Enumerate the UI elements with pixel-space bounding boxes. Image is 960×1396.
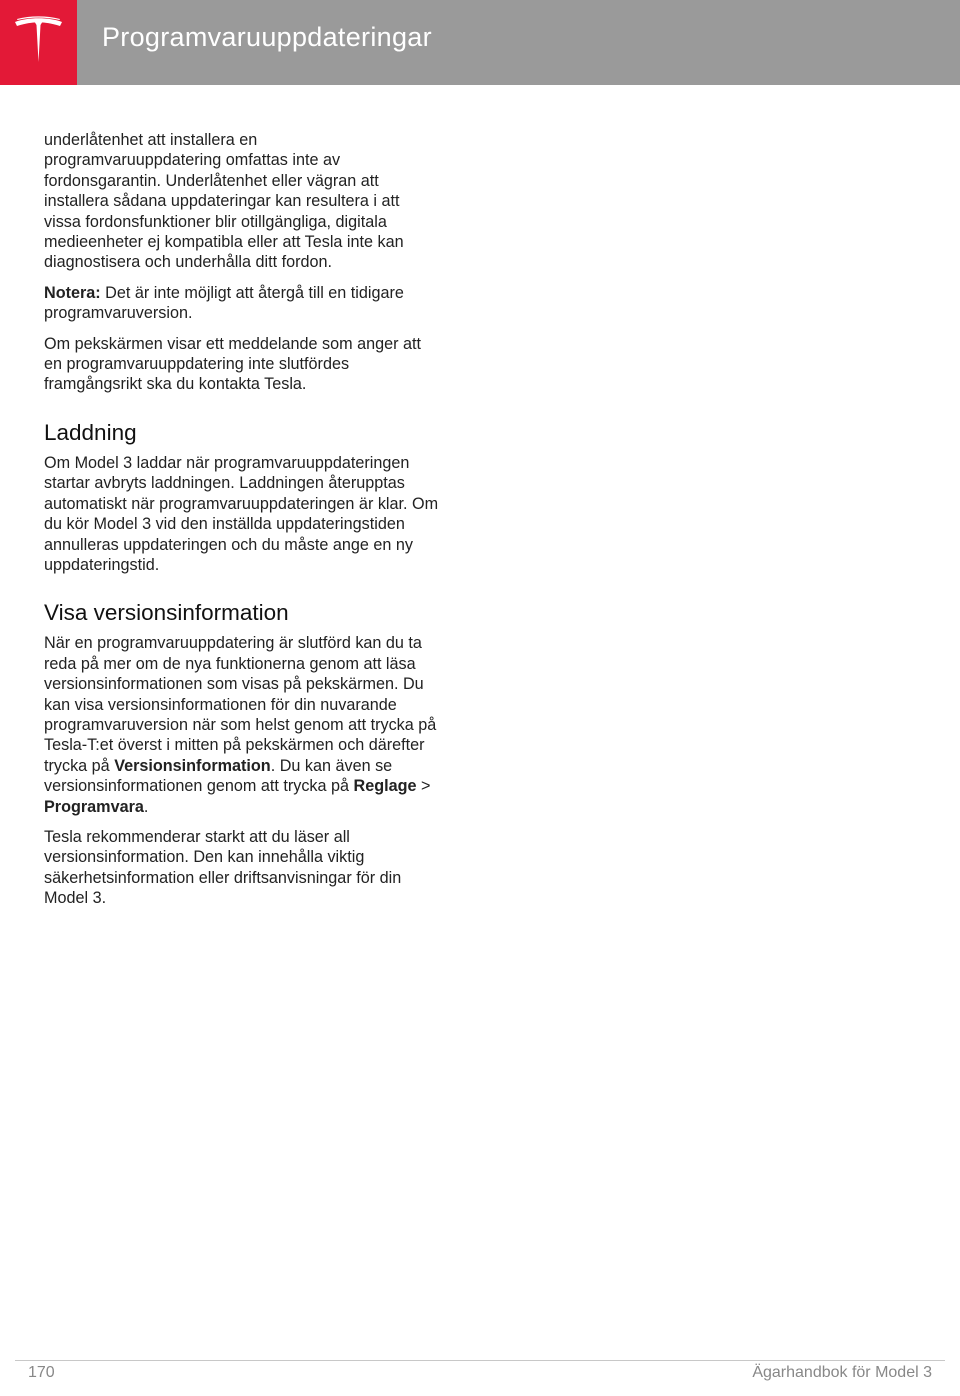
ui-term-versionsinformation: Versionsinformation: [114, 756, 271, 775]
section-heading-versionsinformation: Visa versionsinformation: [44, 600, 289, 626]
tesla-logo-icon: [11, 16, 66, 66]
note-label: Notera:: [44, 283, 101, 302]
text-span: . Du kan även se versionsinformationen genom att trycka på: [44, 756, 393, 796]
ui-term-reglage: Reglage: [353, 777, 417, 796]
paragraph: Om pekskärmen visar ett meddelande som anger att en programvaruuppdatering inte slutfördes framgångsrikt ska du kontakta Tesla.: [44, 334, 421, 394]
paragraph: Om Model 3 laddar när programvaruuppdateringen startar avbryts laddningen. Laddningen återupptas automatiskt när programvaruuppdateringen är klar. Om du kör Model 3 vid den inställda uppdateringstiden annulleras uppdateringen och du måste ange en ny uppdateringstid.: [44, 453, 439, 574]
paragraph-version-info: [44, 633, 439, 817]
page-header: [0, 0, 960, 85]
section-heading-laddning: Laddning: [44, 419, 137, 445]
text-span: .: [143, 797, 149, 816]
main-content: [44, 130, 439, 919]
manual-name: Ägarhandbok för Model 3: [752, 1364, 932, 1381]
page-number: 170: [28, 1364, 55, 1381]
title-bar: [77, 0, 960, 85]
paragraph: Tesla rekommenderar starkt att du läser all versionsinformation. Den kan innehålla viktig säkerhetsinformation eller driftsanvisningar för din Model 3.: [44, 827, 402, 908]
note-paragraph: [44, 283, 439, 324]
logo-block: [0, 0, 77, 85]
text-span: När en programvaruuppdatering är slutförd kan du ta reda på mer om de nya funktionerna genom att läsa versionsinformationen som visas på pekskärmen. Du kan visa versionsinformationen för din nuvarande programvaruversion när som helst genom att trycka på Tesla-T:et överst i mitten på pekskärmen och därefter trycka på: [44, 634, 437, 775]
paragraph: underlåtenhet att installera en programvaruuppdatering omfattas inte av fordonsgarantin. Underlåtenhet eller vägran att installera sådana uppdateringar kan resultera i att vissa fordonsfunktioner blir otillgängliga, digitala medieenheter ej kompatibla eller att Tesla inte kan diagnostisera och underhålla ditt fordon.: [44, 131, 404, 272]
page-title: Programvaruuppdateringar: [102, 22, 432, 52]
note-text: Det är inte möjligt att återgå till en tidigare programvaruversion.: [44, 283, 404, 323]
text-span: >: [416, 777, 431, 796]
ui-term-programvara: Programvara: [44, 797, 144, 816]
footer-divider: [15, 1360, 945, 1361]
